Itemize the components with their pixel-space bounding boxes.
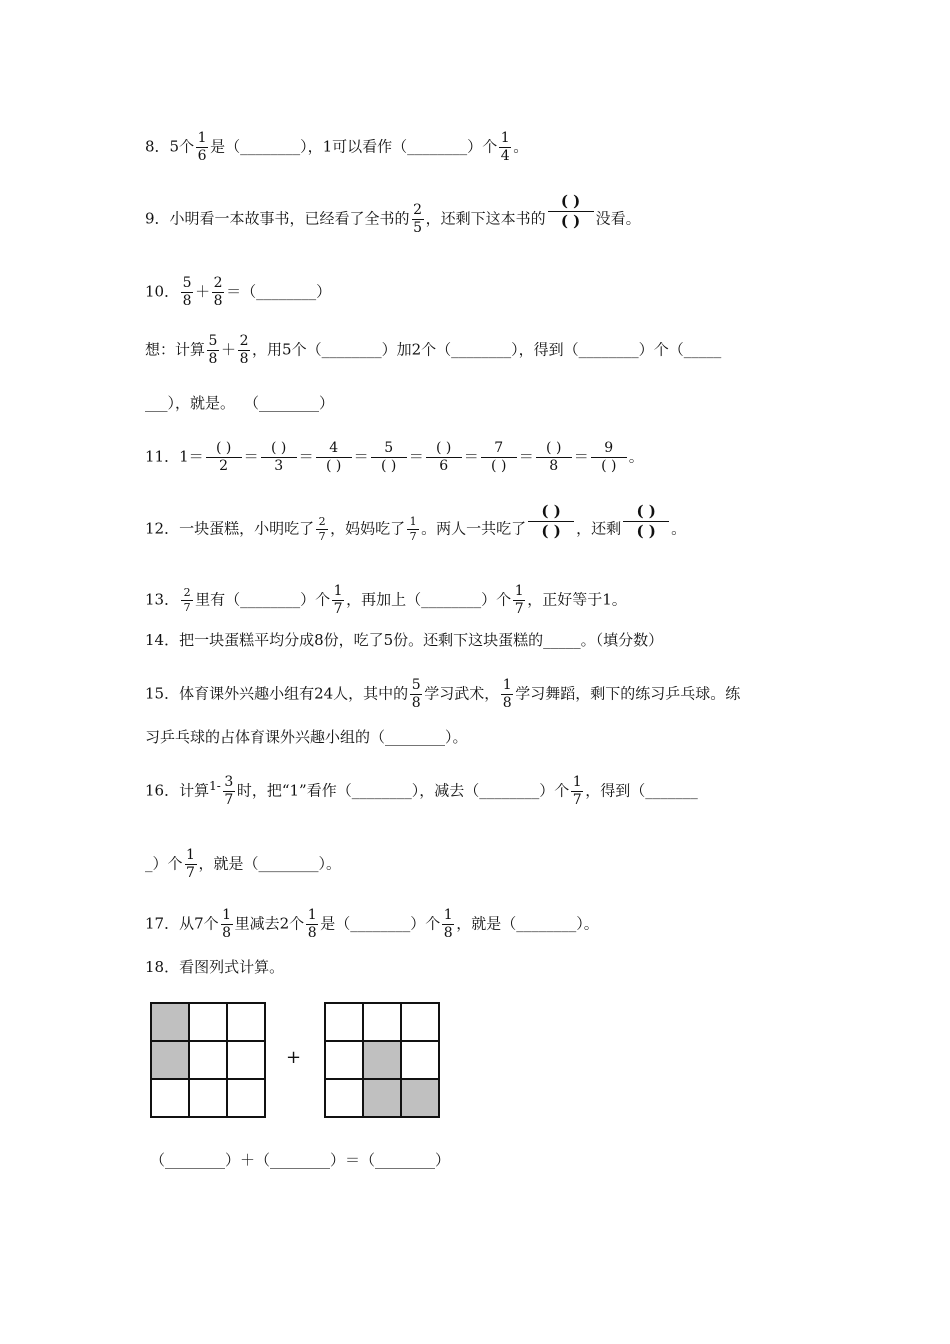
grid-right-cell bbox=[325, 1041, 363, 1079]
q8-text-a: 5个 bbox=[169, 137, 195, 156]
q15b-text-b: 。 bbox=[452, 728, 468, 746]
q12-answer-2-den[interactable]: ( ) bbox=[636, 522, 656, 540]
q10b-text-e: ，得到 bbox=[518, 340, 564, 359]
q10-fraction-2 bbox=[212, 275, 224, 310]
q9-text-b: ，还剩下这本书的 bbox=[425, 209, 546, 228]
question-18: 18．看图列式计算。 bbox=[145, 958, 285, 976]
q9-fraction bbox=[412, 202, 424, 237]
q12-f2-den: 7 bbox=[409, 530, 417, 543]
q11-one-equals: 1＝ bbox=[179, 447, 204, 466]
q8-f1-num: 1 bbox=[197, 130, 207, 146]
q17-text-d: 个 bbox=[425, 914, 441, 933]
q12-answer-1[interactable] bbox=[528, 502, 574, 541]
q10-number: 10． bbox=[145, 282, 180, 301]
q11-frac-5-den: 6 bbox=[439, 458, 449, 474]
question-15-cont bbox=[145, 727, 468, 747]
q10b-blank-5[interactable]: （________） bbox=[244, 394, 335, 412]
q16b-text-c: 。 bbox=[326, 854, 342, 873]
grid-right bbox=[324, 1002, 440, 1118]
q16b-u-num: 1 bbox=[186, 847, 195, 863]
q13-text-d: 个 bbox=[496, 590, 512, 609]
q8-f1-den: 6 bbox=[197, 148, 207, 164]
q8-text-b: 是 bbox=[210, 137, 226, 156]
q15-text-b: 学习武术， bbox=[424, 684, 500, 703]
q10-equals: ＝ bbox=[226, 282, 242, 301]
q12-f1-den: 7 bbox=[318, 530, 326, 543]
q8-text-d: 个 bbox=[482, 137, 498, 156]
q13-u2-den: 7 bbox=[514, 601, 524, 617]
q11-frac-6[interactable] bbox=[481, 440, 517, 475]
q10b-blank-4-start[interactable]: 个（_____ bbox=[653, 340, 722, 359]
grid-left bbox=[150, 1002, 266, 1118]
q10b-text-d: 加2个 bbox=[396, 340, 437, 359]
q12-f2-num: 1 bbox=[407, 515, 419, 530]
question-10-think bbox=[145, 333, 721, 368]
q12-answer-2[interactable] bbox=[623, 502, 669, 541]
q11-frac-8-num: 9 bbox=[591, 440, 627, 458]
q8-fraction-2 bbox=[499, 130, 511, 165]
q15-number: 15． bbox=[145, 684, 180, 703]
grid-right-cell bbox=[401, 1041, 439, 1079]
q13-text-a: 里有 bbox=[195, 590, 226, 609]
q10-blank[interactable]: （________） bbox=[241, 282, 332, 301]
grid-left-cell bbox=[151, 1003, 189, 1041]
q11-frac-3[interactable] bbox=[316, 440, 352, 475]
q15-f2-den: 8 bbox=[502, 695, 512, 711]
question-18-answer[interactable]: （________）＋（________）＝（________） bbox=[150, 1151, 451, 1169]
q8-text-e: 。 bbox=[513, 137, 529, 156]
q17-text-f: 。 bbox=[583, 914, 599, 933]
q12-answer-2-num[interactable]: ( ) bbox=[623, 502, 669, 522]
q12-text-e: 。 bbox=[671, 519, 687, 538]
grid-right-cell bbox=[363, 1079, 401, 1117]
q12-text-a: 一块蛋糕，小明吃了 bbox=[179, 519, 315, 538]
q13-f-den: 7 bbox=[183, 601, 191, 614]
q13-unit-1 bbox=[332, 583, 344, 618]
question-12 bbox=[145, 502, 687, 549]
q10b-f1-num: 5 bbox=[208, 333, 218, 349]
q17-number: 17． bbox=[145, 914, 180, 933]
q10b-text-h: 。 bbox=[220, 394, 236, 412]
q16-text-d: 个 bbox=[554, 781, 570, 800]
q16-unit bbox=[571, 774, 583, 809]
q13-text-e: ，正好等于1。 bbox=[527, 590, 627, 609]
q13-text-b: 个 bbox=[315, 590, 331, 609]
q16b-unit bbox=[185, 847, 197, 882]
q13-fraction bbox=[181, 586, 193, 615]
grid-left-cell bbox=[189, 1003, 227, 1041]
q16b-text-b: ，就是 bbox=[198, 854, 244, 873]
q9-f-num: 2 bbox=[413, 202, 423, 218]
q16-one-minus: 1- bbox=[209, 778, 221, 793]
q11-eq-1: ＝ bbox=[243, 447, 259, 466]
q16-blank-1[interactable]: （________） bbox=[336, 781, 420, 800]
q11-frac-5[interactable] bbox=[426, 440, 462, 475]
q17-text-a: 从7个 bbox=[179, 914, 219, 933]
q10b-text-c: ，用5个 bbox=[252, 340, 307, 359]
q13-u1-num: 1 bbox=[333, 583, 343, 599]
q16b-u-den: 7 bbox=[186, 865, 195, 881]
question-9 bbox=[145, 192, 641, 239]
q9-text-a: 小明看一本故事书，已经看了全书的 bbox=[169, 209, 410, 228]
q9-answer-den[interactable]: ( ) bbox=[560, 212, 581, 230]
q8-text-c: ，1可以看作 bbox=[307, 137, 393, 156]
q17-blank-2[interactable]: （________） bbox=[501, 914, 584, 933]
q10-f2-num: 2 bbox=[213, 275, 223, 291]
q16-text-b: 时，把“1”看作 bbox=[236, 781, 337, 800]
q16-blank-3-start[interactable]: ，得到（_______ bbox=[585, 781, 698, 800]
q17-u2-den: 8 bbox=[307, 925, 317, 941]
q9-text-c: 没看。 bbox=[595, 209, 641, 228]
question-14: 14．把一块蛋糕平均分成8份，吃了5份。还剩下这块蛋糕的_____。（填分数） bbox=[145, 631, 664, 649]
question-8 bbox=[145, 130, 528, 165]
q15-fraction-1 bbox=[410, 677, 422, 712]
question-10-think-cont-2 bbox=[198, 393, 334, 413]
question-16 bbox=[145, 774, 698, 809]
q11-frac-1-den: 2 bbox=[219, 458, 229, 474]
q17-blank-1[interactable]: （________） bbox=[335, 914, 426, 933]
q11-eq-3: ＝ bbox=[353, 447, 369, 466]
q13-text-c: ，再加上 bbox=[346, 590, 407, 609]
q10b-blank-1[interactable]: （________） bbox=[306, 340, 397, 359]
grid-left-cell bbox=[227, 1079, 265, 1117]
q16-f-num: 3 bbox=[224, 774, 234, 790]
q10-plus: ＋ bbox=[195, 282, 211, 301]
grid-right-cell bbox=[363, 1041, 401, 1079]
q11-eq-4: ＝ bbox=[408, 447, 424, 466]
q8-blank-2[interactable]: （________） bbox=[392, 137, 483, 156]
q12-fraction-2 bbox=[407, 515, 419, 544]
q16-u-num: 1 bbox=[572, 774, 582, 790]
q10b-fraction-1 bbox=[207, 333, 219, 368]
q16-text-c: ，减去 bbox=[419, 781, 465, 800]
q11-frac-1[interactable] bbox=[206, 440, 242, 475]
q8-fraction-1 bbox=[196, 130, 208, 165]
q15-f2-num: 1 bbox=[502, 677, 512, 693]
q11-frac-6-den[interactable]: ( ) bbox=[491, 458, 507, 474]
q10-f2-den: 8 bbox=[213, 293, 223, 309]
q8-f2-num: 1 bbox=[500, 130, 510, 146]
q12-answer-1-den[interactable]: ( ) bbox=[541, 522, 561, 540]
q15-f1-den: 8 bbox=[411, 695, 421, 711]
q11-frac-4-num: 5 bbox=[371, 440, 407, 458]
question-17 bbox=[145, 907, 599, 942]
grid-left-cell bbox=[151, 1041, 189, 1079]
grid-left-cell bbox=[189, 1079, 227, 1117]
q8-number: 8． bbox=[145, 137, 170, 156]
q12-answer-1-num[interactable]: ( ) bbox=[528, 502, 574, 522]
q17-unit-2 bbox=[306, 907, 318, 942]
q17-u1-num: 1 bbox=[222, 907, 232, 923]
q11-eq-6: ＝ bbox=[518, 447, 534, 466]
q11-frac-4-den[interactable]: ( ) bbox=[381, 458, 397, 474]
q15-fraction-2 bbox=[501, 677, 513, 712]
grid-right-cell bbox=[325, 1079, 363, 1117]
q15-text-c: 学习舞蹈，剩下的练习乒乓球。练 bbox=[515, 684, 741, 703]
q11-frac-8[interactable] bbox=[591, 440, 627, 475]
q15-blank[interactable]: （________） bbox=[370, 728, 453, 746]
q13-number: 13． bbox=[145, 590, 180, 609]
question-15 bbox=[145, 677, 740, 712]
q10b-f1-den: 8 bbox=[208, 351, 218, 367]
q8-f2-den: 4 bbox=[500, 148, 510, 164]
q11-frac-5-num[interactable]: ( ) bbox=[426, 440, 462, 458]
q12-fraction-1 bbox=[316, 515, 328, 544]
q16-u-den: 7 bbox=[572, 792, 582, 808]
q11-frac-1-num[interactable]: ( ) bbox=[206, 440, 242, 458]
q11-frac-3-num: 4 bbox=[316, 440, 352, 458]
q11-end: 。 bbox=[628, 447, 644, 466]
grid-left-cell bbox=[151, 1079, 189, 1117]
q16-number: 16． bbox=[145, 781, 180, 800]
q16-fraction bbox=[223, 774, 235, 809]
q12-text-d: ，还剩 bbox=[576, 519, 622, 538]
q12-number: 12． bbox=[145, 519, 180, 538]
q10b-plus: ＋ bbox=[221, 340, 237, 359]
q10-f1-num: 5 bbox=[182, 275, 192, 291]
q11-frac-2[interactable] bbox=[261, 440, 297, 475]
q11-eq-5: ＝ bbox=[463, 447, 479, 466]
q9-answer-num[interactable]: ( ) bbox=[548, 192, 594, 212]
q15-text-a: 体育课外兴趣小组有24人，其中的 bbox=[179, 684, 409, 703]
q13-u2-num: 1 bbox=[514, 583, 524, 599]
q12-text-b: ，妈妈吃了 bbox=[330, 519, 406, 538]
question-16-cont bbox=[145, 847, 341, 882]
q17-text-b: 里减去2个 bbox=[234, 914, 305, 933]
q17-u2-num: 1 bbox=[307, 907, 317, 923]
q10b-fraction-2 bbox=[238, 333, 250, 368]
q17-unit-3 bbox=[442, 907, 454, 942]
q17-u3-num: 1 bbox=[443, 907, 453, 923]
q16-text-a: 计算 bbox=[179, 781, 210, 800]
grid-left-cell bbox=[189, 1041, 227, 1079]
q12-f1-num: 2 bbox=[316, 515, 328, 530]
q11-frac-7-den: 8 bbox=[549, 458, 559, 474]
q16-blank-2[interactable]: （________） bbox=[464, 781, 555, 800]
q13-f-num: 2 bbox=[181, 586, 193, 601]
q13-blank-1[interactable]: （________） bbox=[225, 590, 316, 609]
q17-text-e: ，就是 bbox=[456, 914, 502, 933]
q16-f-den: 7 bbox=[224, 792, 234, 808]
q10-fraction-1 bbox=[181, 275, 193, 310]
question-13 bbox=[145, 583, 627, 618]
question-10 bbox=[145, 275, 331, 310]
q17-text-c: 是 bbox=[320, 914, 336, 933]
q17-unit-1 bbox=[221, 907, 233, 942]
plus-sign: + bbox=[286, 1047, 302, 1068]
q10b-blank-3[interactable]: （________） bbox=[563, 340, 654, 359]
question-11 bbox=[145, 440, 644, 475]
grid-right-cell bbox=[363, 1003, 401, 1041]
grid-left-cell bbox=[227, 1041, 265, 1079]
q11-frac-2-num[interactable]: ( ) bbox=[261, 440, 297, 458]
q13-unit-2 bbox=[513, 583, 525, 618]
grid-right-cell bbox=[325, 1003, 363, 1041]
q11-frac-7-num[interactable]: ( ) bbox=[536, 440, 572, 458]
q9-f-den: 5 bbox=[413, 220, 423, 236]
q17-u3-den: 8 bbox=[443, 925, 453, 941]
q10b-f2-num: 2 bbox=[239, 333, 249, 349]
q11-eq-7: ＝ bbox=[573, 447, 589, 466]
q11-frac-3-den[interactable]: ( ) bbox=[325, 458, 342, 474]
q10b-f2-den: 8 bbox=[239, 351, 249, 367]
q11-number: 11． bbox=[145, 447, 180, 466]
q15-f1-num: 5 bbox=[411, 677, 421, 693]
q10-f1-den: 8 bbox=[182, 293, 192, 309]
q11-frac-6-num: 7 bbox=[481, 440, 517, 458]
q16b-blank-3-end[interactable]: _）个 bbox=[145, 854, 183, 873]
q13-blank-2[interactable]: （________） bbox=[406, 590, 497, 609]
q16b-blank[interactable]: （________） bbox=[243, 854, 327, 873]
q15b-text-a: 习乒乓球的占体育课外兴趣小组的 bbox=[145, 728, 371, 746]
q11-frac-2-den: 3 bbox=[274, 458, 284, 474]
q11-frac-7[interactable] bbox=[536, 440, 572, 475]
q13-u1-den: 7 bbox=[333, 601, 343, 617]
q9-answer-fraction[interactable] bbox=[548, 192, 594, 231]
q8-blank-1[interactable]: （________） bbox=[225, 137, 308, 156]
grid-left-cell bbox=[227, 1003, 265, 1041]
q12-text-c: 。两人一共吃了 bbox=[421, 519, 527, 538]
grid-right-cell bbox=[401, 1003, 439, 1041]
q11-frac-8-den[interactable]: ( ) bbox=[601, 458, 617, 474]
q11-frac-4[interactable] bbox=[371, 440, 407, 475]
q10b-text-a: 想：计算 bbox=[145, 340, 206, 359]
q10b-blank-2[interactable]: （________） bbox=[436, 340, 519, 359]
grid-right-cell bbox=[401, 1079, 439, 1117]
q11-eq-2: ＝ bbox=[298, 447, 314, 466]
q17-u1-den: 8 bbox=[222, 925, 232, 941]
q9-number: 9． bbox=[145, 209, 170, 228]
q10b-blank-4-end[interactable]: ___），就是 bbox=[145, 394, 221, 412]
